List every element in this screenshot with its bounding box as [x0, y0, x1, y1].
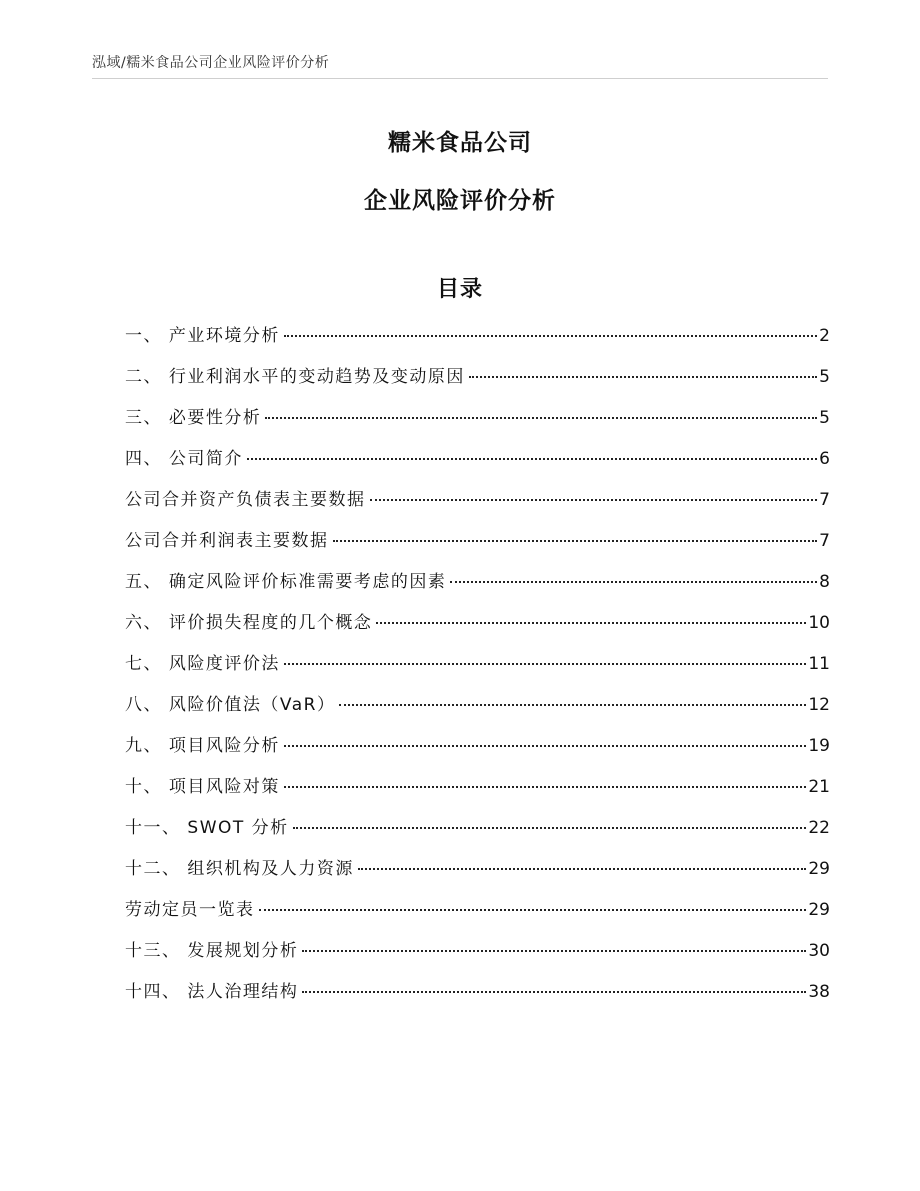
toc-entry[interactable] — [125, 324, 830, 365]
toc-entry-label: 一、 产业环境分析 — [125, 326, 280, 346]
toc-entry[interactable] — [125, 447, 830, 488]
toc-leader-dots — [293, 827, 807, 829]
toc-entry-page: 2 — [819, 326, 830, 346]
toc-heading: 目录 — [436, 277, 483, 302]
toc-entry[interactable] — [125, 488, 830, 529]
toc-entry-page: 7 — [819, 531, 830, 551]
toc-entry-label: 十、 项目风险对策 — [125, 777, 280, 797]
toc-entry-page: 30 — [808, 941, 830, 961]
toc-leader-dots — [339, 704, 806, 706]
toc-leader-dots — [469, 376, 817, 378]
toc-leader-dots — [247, 458, 817, 460]
toc-entry-page: 12 — [808, 695, 830, 715]
toc-entry[interactable] — [125, 529, 830, 570]
toc-entry-page: 22 — [808, 818, 830, 838]
toc-entry-label: 六、 评价损失程度的几个概念 — [125, 613, 373, 633]
toc-entry-page: 11 — [808, 654, 830, 674]
toc-entry-page: 5 — [819, 408, 830, 428]
toc-leader-dots — [450, 581, 817, 583]
toc-entry-label: 八、 风险价值法（VaR） — [125, 695, 336, 715]
header-divider — [92, 78, 828, 79]
toc-entry-page: 8 — [819, 572, 830, 592]
toc-entry-page: 38 — [808, 982, 830, 1002]
toc-entry-page: 5 — [819, 367, 830, 387]
toc-entry-label: 十一、 SWOT 分析 — [125, 818, 289, 838]
toc-entry-page: 29 — [808, 900, 830, 920]
toc-entry-label: 四、 公司简介 — [125, 449, 243, 469]
toc-entry[interactable] — [125, 693, 830, 734]
toc-leader-dots — [259, 909, 807, 911]
toc-entry-label: 十三、 发展规划分析 — [125, 941, 299, 961]
toc-leader-dots — [284, 335, 817, 337]
toc-entry[interactable] — [125, 406, 830, 447]
toc-entry-label: 劳动定员一览表 — [125, 900, 255, 920]
toc-entry[interactable] — [125, 980, 830, 1021]
toc-leader-dots — [302, 950, 806, 952]
toc-leader-dots — [302, 991, 806, 993]
document-subtitle: 企业风险评价分析 — [364, 188, 556, 214]
toc-entry[interactable] — [125, 611, 830, 652]
toc-entry-label: 三、 必要性分析 — [125, 408, 262, 428]
table-of-contents — [125, 324, 830, 1021]
toc-leader-dots — [376, 622, 806, 624]
toc-entry-label: 七、 风险度评价法 — [125, 654, 280, 674]
toc-leader-dots — [265, 417, 817, 419]
toc-entry-page: 19 — [808, 736, 830, 756]
toc-entry[interactable] — [125, 734, 830, 775]
toc-leader-dots — [358, 868, 806, 870]
toc-entry[interactable] — [125, 570, 830, 611]
toc-entry-label: 公司合并资产负债表主要数据 — [125, 490, 366, 510]
toc-leader-dots — [333, 540, 818, 542]
toc-entry-page: 10 — [808, 613, 830, 633]
toc-leader-dots — [284, 745, 806, 747]
toc-entry-label: 十二、 组织机构及人力资源 — [125, 859, 354, 879]
page-header: 泓域/糯米食品公司企业风险评价分析 — [92, 55, 330, 71]
toc-entry[interactable] — [125, 939, 830, 980]
toc-entry[interactable] — [125, 652, 830, 693]
toc-entry-page: 29 — [808, 859, 830, 879]
toc-entry-label: 五、 确定风险评价标准需要考虑的因素 — [125, 572, 447, 592]
toc-entry-label: 二、 行业利润水平的变动趋势及变动原因 — [125, 367, 465, 387]
toc-entry[interactable] — [125, 898, 830, 939]
toc-entry-label: 十四、 法人治理结构 — [125, 982, 299, 1002]
toc-leader-dots — [284, 786, 806, 788]
toc-entry[interactable] — [125, 365, 830, 406]
toc-leader-dots — [284, 663, 806, 665]
document-title: 糯米食品公司 — [388, 130, 532, 156]
toc-leader-dots — [370, 499, 818, 501]
toc-entry[interactable] — [125, 775, 830, 816]
toc-entry-page: 6 — [819, 449, 830, 469]
toc-entry[interactable] — [125, 857, 830, 898]
toc-entry-page: 7 — [819, 490, 830, 510]
toc-entry-page: 21 — [808, 777, 830, 797]
toc-entry[interactable] — [125, 816, 830, 857]
toc-entry-label: 九、 项目风险分析 — [125, 736, 280, 756]
toc-entry-label: 公司合并利润表主要数据 — [125, 531, 329, 551]
